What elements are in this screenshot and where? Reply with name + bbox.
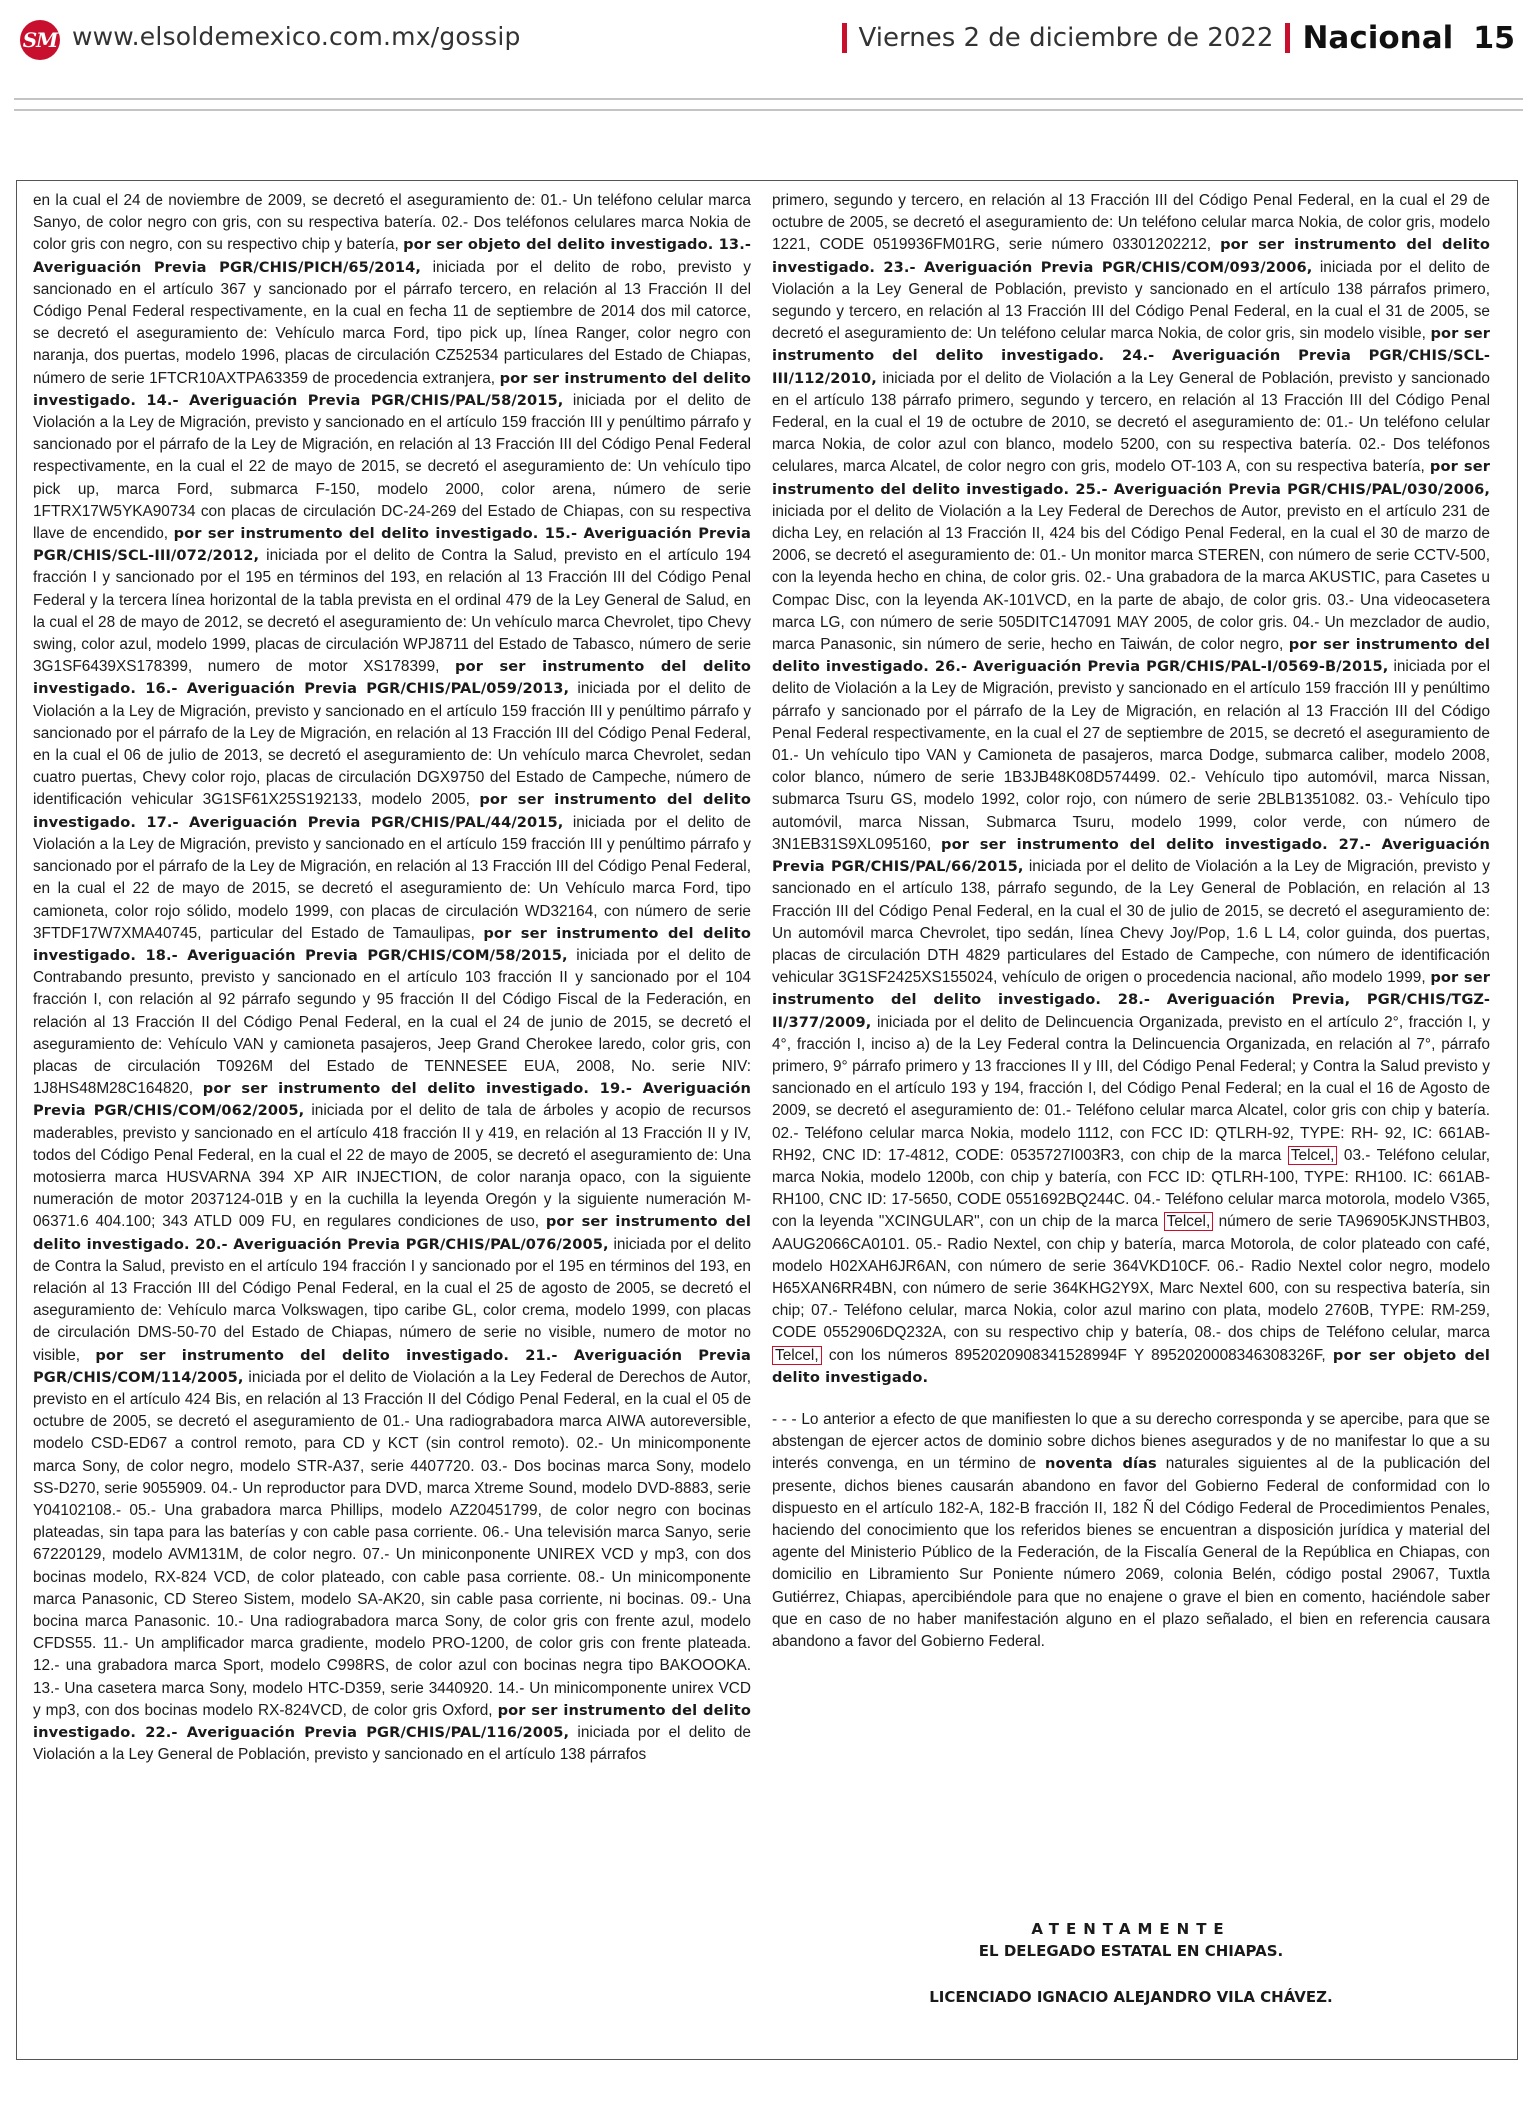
text-run: iniciada por el delito de Violación a la Ley de Migración, previsto y sancionado en el artículo 159 fracción III y penúltimo párrafo y sancionado por el párrafo de la Ley de Migración, en relación al 13 Fracción III del Código Penal Federal, en la cual el 06 de julio de 2013, se decretó el aseguramiento de: Un vehículo marca Chevrolet, sedan cuatro puertas, Chevy color rojo, placas de circulación DGX9750 del Estado de Campeche, número de identificación vehicular 3G1SF61X25S192133, modelo 2005, [33,680,751,809]
bold-run: por ser instrumento del delito investigado. 18.- Averiguación Previa PGR/CHIS/COM/58/2015, [33,924,751,964]
bold-run: por ser instrumento del delito investigado. 21.- Averiguación Previa PGR/CHIS/COM/114/2005, [33,1346,751,1386]
text-run: iniciada por el delito de Delincuencia Organizada, previsto en el artículo 2°, fracción I, y 4°, fracción I, inciso a) de la Ley Federal contra la Delincuencia Organizada, en relación al 7°, párrafo primero, 9° párrafo primero y 13 fracciones II y III, del Código Penal Federal; y Contra la Salud previsto y sancionado en el artículo 193 y 194, fracción I, del Código Penal Federal; en la cual el 16 de Agosto de 2009, se decretó el aseguramiento de: 01.- Teléfono celular marca Alcatel, color gris con chip y batería. 02.- Teléfono celular marca Nokia, modelo 1112, con FCC ID: QTLRH-92, TYPE: RH- 92, IC: 661AB-RH92, CNC ID: 17-4812, CODE: 0535727I003R3, con chip de la marca [772,1013,1490,1164]
bold-run: por ser instrumento del delito investigado. 20.- Averiguación Previa PGR/CHIS/PAL/076/2005, [33,1213,751,1253]
bold-run: por ser instrumento del delito investigado. 23.- Averiguación Previa PGR/CHIS/COM/093/2006, [772,236,1490,276]
header-info [842,16,1515,60]
bold-run: por ser objeto del delito investigado. [772,1346,1490,1386]
text-run: iniciada por el delito de Contra la Salud, previsto en el artículo 194 fracción I y sancionado por el 195 en términos del 193, en relación al 13 Fracción III del Código Penal Federal, en la cual el 25 de agosto de 2005, se decretó el aseguramiento de: Vehículo marca Volkswagen, tipo caribe GL, color crema, modelo 1999, con placas de circulación DMS-50-70 del Estado de Chiapas, número de serie no visible, numero de motor no visible, [33,1235,752,1364]
bold-run: por ser instrumento del delito investigado. 22.- Averiguación Previa PGR/CHIS/PAL/116/2005, [33,1701,752,1742]
bold-run: noventa días [1044,1455,1157,1473]
text-run: iniciada por el delito de Violación a la Ley de Migración, previsto y sancionado en el artículo 159 fracción III y penúltimo párrafo y sancionado por el párrafo de la Ley de Migración, en relación al 13 Fracción III del Código Penal Federal respectivamente, en la cual el 27 de septiembre de 2015, se decretó el aseguramiento de 01.- Un vehículo tipo VAN y Camioneta de pasajeros, marca Dodge, submarca caliber, modelo 2008, color blanco, número de serie 1B3JB48K08D574499. 02.- Vehículo tipo automóvil, marca Nissan, submarca Tsuru GS, modelo 1992, color rojo, con número de serie 2BLB1351082. 03.- Vehículo tipo automóvil, marca Nissan, Submarca Tsuru, modelo 1999, color verde, con número de 3N1EB31S9XL095160, [772,658,1490,853]
bold-run: por ser instrumento del delito investigado. 26.- Averiguación Previa PGR/CHIS/PAL-I/0569-B/2015, [772,636,1490,676]
divider [14,98,1523,100]
notice-paragraph [772,190,1490,1389]
text-run: iniciada por el delito de robo, previsto y sancionado en el artículo 367 y sancionado por el párrafo tercero, en relación al 13 Fracción II del Código Penal Federal respectivamente, en la cual en fecha 11 de septiembre de 2014 dos mil catorce, se decretó el aseguramiento de: Vehículo marca Ford, tipo pick up, línea Ranger, color negro con naranja, dos puertas, modelo 1996, placas de circulación CZ52534 particulares del Estado de Chiapas, número de serie 1FTCR10AXTPA63359 de procedencia extranjera, [33,258,751,387]
bold-run: por ser instrumento del delito investigado. 19.- Averiguación Previa PGR/CHIS/COM/062/2005, [33,1080,752,1120]
text-run: iniciada por el delito de tala de árboles y acopio de recursos maderables, previsto y sancionado en el artículo 418 fracción II y 419, en relación al 13 Fracción II y IV, todos del Código Penal Federal, en la cual el 22 de mayo de 2005, se decretó el aseguramiento de: Una motosierra marca HUSVARNA 394 XP AIR INJECTION, de color naranja opaco, con la siguiente numeración de motor 2037124-01B y en la cuchilla la leyenda Oregón y la siguiente numeración M-06371.6 404.100; 343 ATLD 009 FU, en regulares condiciones de uso, [33,1102,752,1231]
text-run: en la cual el 24 de noviembre de 2009, se decretó el aseguramiento de: 01.- Un teléfono celular marca Sanyo, de color negro con gris, con su respectiva batería. 02.- Dos teléfonos celulares marca Nokia de color gris con negro, con su respectivo chip y batería, [33,192,751,254]
signature-name: LICENCIADO IGNACIO ALEJANDRO VILA CHÁVEZ. [929,1988,1333,2006]
text-run: iniciada por el delito de Contrabando presunto, previsto y sancionado en el artículo 103 fracción II y sancionado por el 104 fracción I, con relación al 92 párrafo segundo y 95 fracción II del Código Fiscal de la Federación, en relación al 13 Fracción II del Código Penal Federal, en la cual el 24 de junio de 2015, se decretó el aseguramiento de: Vehículo VAN y camioneta pasajeros, Jeep Grand Cherokee laredo, color gris, con placas de circulación T0926M del Estado de TENNESEE EUA, 2008, No. serie NIV: 1J8HS48M28C164820, [33,946,751,1098]
notice-right-column [772,190,1490,1653]
highlighted-brand: Telcel, [772,1346,822,1365]
notice-left-column [33,190,751,1766]
page-number: 15 [1473,20,1515,56]
text-run: iniciada por el delito de Contra la Salud, previsto en el artículo 194 fracción I y sancionado por el 195 en términos del 193, en relación al 13 Fracción III del Código Penal Federal y la tercera línea horizontal de la tabla prevista en el ordinal 479 de la Ley General de Salud, en la cual el 28 de mayo de 2012, se decretó el aseguramiento de: Un vehículo marca Chevrolet, tipo Chevy swing, color azul, modelo 1999, placas de circulación WPJ8711 del Estado de Tabasco, número de serie 3G1SF6439XS178399, numero de motor XS178399, [33,547,751,676]
bold-run: por ser instrumento del delito investigado. 17.- Averiguación Previa PGR/CHIS/PAL/44/2015, [33,791,751,831]
bold-run: por ser instrumento del delito investigado. 28.- Averiguación Previa, PGR/CHIS/TGZ-II/377/2009, [772,969,1490,1031]
divider [14,109,1523,111]
text-run: con los números 8952020908341528994F Y 8952020008346308326F, [821,1346,1333,1364]
signature-block [772,1918,1490,2008]
text-run: naturales siguientes al de la publicación del presente, dichos bienes causarán abandono en favor del Gobierno Federal de conformidad con lo dispuesto en el artículo 182-A, 182-B fracción II, 182 Ñ del Código Federal de Procedimientos Penales, haciendo del conocimiento que los referidos bienes se encuentran a disposición jurídica y material del agente del Ministerio Público de la Federación, de la Fiscalía General de la República en Chiapas, con domicilio en Libramiento Sur Poniente número 2069, colonia Belén, código postal 29067, Tuxtla Gutiérrez, Chiapas, apercibiéndole para que no enajene o grave el bien en comento, haciéndole saber que en caso de no haber manifestación alguno en el plazo señalado, el bien en referencia causara abandono a favor del Gobierno Federal. [772,1455,1490,1650]
signature-salutation: ATENTAMENTE [1031,1920,1231,1938]
highlighted-brand: Telcel, [1288,1146,1338,1165]
divider [842,23,847,53]
bold-run: por ser instrumento del delito investigado. 16.- Averiguación Previa PGR/CHIS/PAL/059/2013, [33,658,751,698]
text-run: 03.- Teléfono celular, marca Nokia, modelo 1200b, con chip y batería, con FCC ID: QTLRH-100, TYPE: RH100. IC: 661AB-RH100, CNC ID: 17-5650, CODE 0551692BQ244C. 04.- Teléfono celular marca motorola, modelo V365, con la leyenda "XCINGULAR", con un chip de la marca [772,1146,1490,1231]
bold-run: por ser instrumento del delito investigado. 27.- Averiguación Previa PGR/CHIS/PAL/66/2015, [772,835,1490,876]
text-run: iniciada por el delito de Violación a la Ley de Migración, previsto y sancionado en el artículo 138, párrafo segundo, de la Ley General de Población, en relación al 13 Fracción III del Código Penal Federal, en la cual el 30 de julio de 2015, se decretó el aseguramiento de: Un automóvil marca Chevrolet, tipo sedán, línea Chevy Joy/Pop, 1.6 L L4, color guinda, dos puertas, placas de circulación DTH 4829 particulares del Estado de Campeche, con número de identificación vehicular 3G1SF2425XS155024, vehículo de origen o procedencia nacional, año modelo 1999, [772,858,1490,987]
highlighted-brand: Telcel, [1164,1212,1214,1231]
notice-paragraph [33,190,751,1766]
bold-run: por ser instrumento del delito investigado. 25.- Averiguación Previa PGR/CHIS/PAL/030/2006, [772,458,1490,498]
text-run: iniciada por el delito de Violación a la Ley de Migración, previsto y sancionado en el artículo 159 fracción III y penúltimo párrafo y sancionado por el párrafo de la Ley de Migración, en relación al 13 Fracción III del Código Penal Federal, en la cual el 22 de mayo de 2015, se decretó el aseguramiento de: Un Vehículo marca Ford, tipo camioneta, color rojo sólido, modelo 1999, con placas de circulación WD32164, con número de serie 3FTDF17W7XMA40745, particular del Estado de Tamaulipas, [33,813,751,942]
text-run: iniciada por el delito de Violación a la Ley Federal de Derechos de Autor, previsto en el artículo 231 de dicha Ley, en relación al 13 Fracción II, 424 bis del Código Penal Federal, en la cual el 30 de marzo de 2006, se decretó el aseguramiento de: 01.- Un monitor marca STEREN, con número de serie CCTV-500, con la leyenda hecho en china, de color gris. 02.- Una grabadora de la marca AKUSTIC, para Casetes u Compac Disc, con la leyenda AK-101VCD, en la parte de abajo, de color gris. 03.- Una videocasetera marca LG, con número de serie 505DITC147091 MAY 2005, de color gris. 04.- Un mezclador de audio, marca Panasonic, sin número de serie, hecho en Taiwán, de color negro, [772,502,1490,654]
bold-run: por ser instrumento del delito investigado. 15.- Averiguación Previa PGR/CHIS/SCL-III/072/2012, [33,525,751,565]
issue-date: Viernes 2 de diciembre de 2022 [858,23,1274,53]
bold-run: por ser instrumento del delito investigado. 14.- Averiguación Previa PGR/CHIS/PAL/58/2015, [33,369,752,409]
bold-run: por ser instrumento del delito investigado. 24.- Averiguación Previa PGR/CHIS/SCL-III/112/2010, [772,325,1491,387]
text-run: iniciada por el delito de Violación a la Ley Federal de Derechos de Autor, previsto en el artículo 424 Bis, en relación al 13 Fracción II del Código Penal Federal, en la cual el 05 de octubre de 2005, se decretó el aseguramiento de 01.- Una radiograbadora marca AIWA autoreversible, modelo CSD-ED67 a control remoto, para CD y KCT (sin control remoto). 02.- Un minicomponente marca Sony, de color negro, modelo STR-A37, serie 4407720. 03.- Dos bocinas marca Sony, modelo SS-D270, serie 9055909. 04.- Un reproductor para DVD, marca Xtreme Sound, modelo DVD-8883, serie Y04102108.- 05.- Una grabadora marca Phillips, modelo AZ20451799, de color negro con bocinas plateadas, sin tapa para las baterías y con cable pasa corriente. 06.- Una televisión marca Sanyo, serie 67220129, modelo AVM131M, de color negro. 07.- Un miniconponente UNIREX VCD y mp3, con dos bocinas modelo, RX-824 VCD, de color plateado, con cable pasa corriente. 08.- Un minicomponente marca Panasonic, CD Stereo Sistem, modelo SA-AK20, sin cable pasa corriente, ni bocinas. 09.- Una bocina marca Panasonic. 10.- Una radiograbadora marca Sony, de color gris con frente azul, modelo CFDS55. 11.- Un amplificador marca gradiente, modelo PRO-1200, de color gris con frente plateada. 12.- una grabadora marca Sport, modelo C998RS, de color azul con bocinas negra tipo BAKOOOKA. 13.- Una casetera marca Sony, modelo HTC-D359, serie 3440920. 14.- Un minicomponente unirex VCD y mp3, con dos bocinas modelo RX-824VCD, de color gris Oxford, [33,1368,751,1719]
closing-paragraph [772,1409,1490,1653]
header-rules [14,98,1523,120]
text-run: primero, segundo y tercero, en relación al 13 Fracción III del Código Penal Federal, en la cual el 29 de octubre de 2005, se decretó el aseguramiento de: Un teléfono celular marca Nokia, de color gris, modelo 1221, CODE 0519936FM01RG, serie número 03301202212, [772,192,1490,254]
masthead [0,0,1537,80]
site-url[interactable]: www.elsoldemexico.com.mx/gossip [72,22,521,51]
section-name: Nacional [1302,20,1454,56]
newspaper-logo-icon: SM [20,20,60,60]
text-run: iniciada por el delito de Violación a la Ley General de Población, previsto y sancionado en el artículo 138 párrafos [33,1724,751,1764]
text-run: número de serie TA96905KJNSTHB03, AAUG2066CA0101. 05.- Radio Nextel, con chip y batería, marca Motorola, de color plateado con café, modelo H02XAH6JR6AN, con número de serie 364VKD10CF. 06.- Radio Nextel color negro, modelo H65XAN6RR4BN, con número de serie 364KHG2Y9X, Marc Nextel 600, con su respectiva batería, sin chip; 07.- Teléfono celular, marca Nokia, color azul marino con plata, modelo 2760B, TYPE: RM-259, CODE 0552906DQ232A, con su respectivo chip y batería, 08.- dos chips de Teléfono celular, marca [772,1213,1491,1342]
text-run: iniciada por el delito de Violación a la Ley General de Población, previsto y sancionado en el artículo 138 párrafo primero, segundo y tercero, en relación al 13 Fracción III del Código Penal Federal, en la cual el 19 de octubre de 2010, se decretó el aseguramiento de: 01.- Un teléfono celular marca Nokia, de color azul con blanco, modelo 5200, con su respectiva batería. 02.- Dos teléfonos celulares, marca Alcatel, de color negro con gris, modelo OT-103 A, con su respectiva batería, [772,369,1490,476]
signature-title: EL DELEGADO ESTATAL EN CHIAPAS. [978,1942,1284,1960]
text-run: - - - Lo anterior a efecto de que manifiesten lo que a su derecho corresponda y se apercibe, para que se abstengan de ejercer actos de dominio sobre dichos bienes asegurados y de no manifestar lo que a su interés convenga, en un término de [772,1410,1490,1473]
text-run: iniciada por el delito de Violación a la Ley de Migración, previsto y sancionado en el artículo 159 fracción III y penúltimo párrafo y sancionado por el párrafo de la Ley de Migración, en relación al 13 Fracción III del Código Penal Federal respectivamente, en la cual el 22 de mayo de 2015, se decretó el aseguramiento de: Un vehículo tipo pick up, marca Ford, submarca F-150, modelo 2000, color arena, número de serie 1FTRX17W5YKA90734 con placas de circulación DC-24-269 del Estado de Chiapas, con su respectiva llave de encendido, [33,391,751,543]
divider [1285,23,1290,53]
text-run: iniciada por el delito de Violación a la Ley General de Población, previsto y sancionado en el artículo 138 párrafos primero, segundo y tercero, en relación al 13 Fracción III del Código Penal Federal, en la cual el 31 de 2005, se decretó el aseguramiento de: Un teléfono celular marca Nokia, de color gris, sin modelo visible, [772,258,1490,343]
bold-run: por ser objeto del delito investigado. 13.- Averiguación Previa PGR/CHIS/PICH/65/2014, [33,236,751,276]
